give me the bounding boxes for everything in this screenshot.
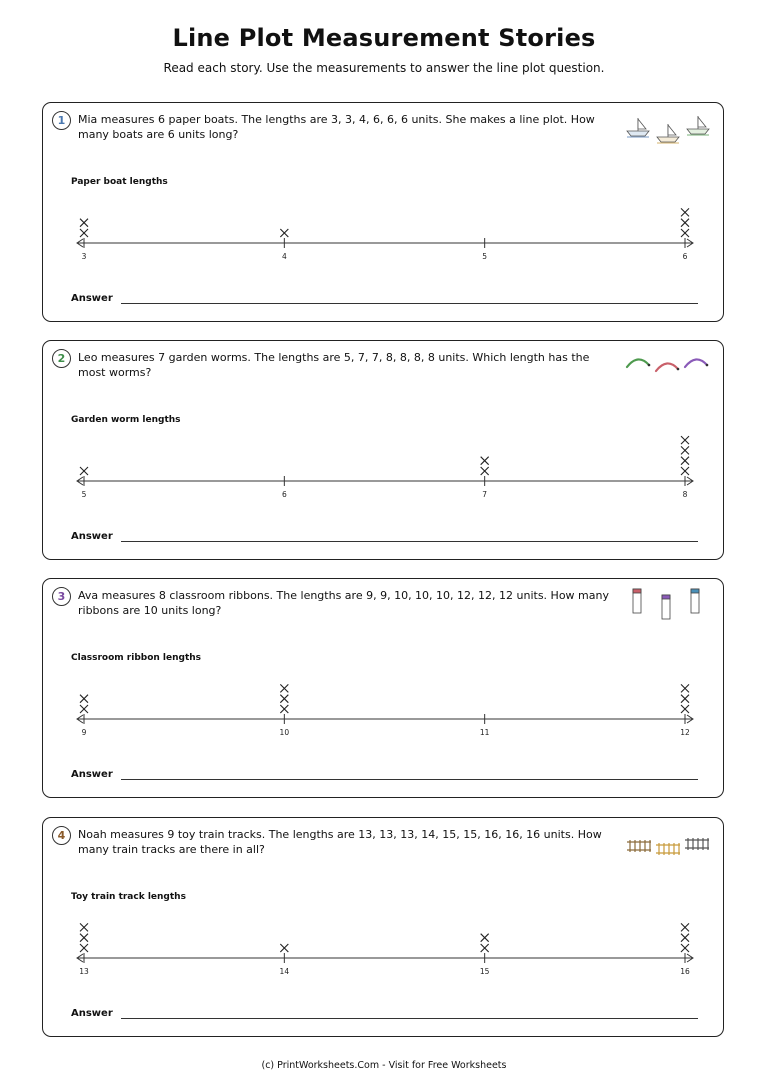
problem-number: 3	[52, 587, 71, 606]
tick-label: 7	[482, 490, 488, 499]
x-mark	[280, 695, 288, 703]
problem-story: Mia measures 6 paper boats. The lengths are 3, 3, 4, 6, 6, 6 units. She makes a line plot. How many boats are 6 units long?	[78, 113, 595, 141]
x-mark	[681, 705, 689, 713]
page-instructions: Read each story. Use the measurements to answer the line plot question.	[163, 61, 605, 75]
answer-label: Answer	[71, 293, 113, 304]
tick-label: 16	[680, 967, 690, 976]
x-mark	[80, 219, 88, 227]
x-mark	[80, 229, 88, 237]
x-mark	[80, 934, 88, 942]
page-title: Line Plot Measurement Stories	[172, 24, 596, 52]
tick-label: 15	[479, 967, 490, 976]
problem-card-1	[42, 102, 724, 322]
x-mark	[280, 229, 288, 237]
plot-title: Toy train track lengths	[71, 892, 186, 902]
line-plot	[43, 193, 725, 273]
x-mark	[681, 229, 689, 237]
tick-label: 4	[281, 252, 287, 261]
line-plot	[43, 908, 725, 988]
tick-label: 3	[81, 252, 87, 261]
x-mark	[280, 705, 288, 713]
x-mark	[681, 923, 689, 931]
tick-label: 10	[279, 728, 290, 737]
answer-label: Answer	[71, 531, 113, 542]
tick-label: 5	[81, 490, 87, 499]
x-mark	[681, 457, 689, 465]
problem-story: Noah measures 9 toy train tracks. The lengths are 13, 13, 13, 14, 15, 15, 16, 16, 16 units. How many train tracks are there in all?	[78, 828, 602, 856]
x-mark	[80, 944, 88, 952]
line-plot	[43, 431, 725, 511]
x-mark	[681, 219, 689, 227]
answer-line[interactable]	[121, 541, 698, 542]
answer-label: Answer	[71, 1008, 113, 1019]
tick-label: 11	[479, 728, 490, 737]
x-mark	[481, 467, 489, 475]
problem-card-3	[42, 578, 724, 798]
problem-card-2	[42, 340, 724, 560]
answer-label: Answer	[71, 769, 113, 780]
x-mark	[681, 208, 689, 216]
tick-label: 6	[281, 490, 287, 499]
x-mark	[681, 934, 689, 942]
x-mark	[681, 446, 689, 454]
x-mark	[681, 684, 689, 692]
answer-line[interactable]	[121, 1018, 698, 1019]
tick-label: 6	[682, 252, 688, 261]
train-track-icon	[623, 824, 718, 860]
problem-story: Ava measures 8 classroom ribbons. The lengths are 9, 9, 10, 10, 10, 12, 12, 12 units. How many ribbons are 10 units long?	[78, 589, 609, 617]
x-mark	[681, 695, 689, 703]
problem-number: 4	[52, 826, 71, 845]
tick-label: 8	[682, 490, 688, 499]
tick-label: 13	[79, 967, 89, 976]
paper-boat-icon	[623, 109, 718, 145]
x-mark	[681, 467, 689, 475]
ribbon-icon	[623, 585, 718, 621]
footer: (c) PrintWorksheets.Com - Visit for Free Worksheets	[261, 1060, 507, 1071]
tick-label: 9	[81, 728, 87, 737]
x-mark	[681, 944, 689, 952]
x-mark	[481, 944, 489, 952]
x-mark	[481, 934, 489, 942]
x-mark	[481, 457, 489, 465]
problem-story: Leo measures 7 garden worms. The lengths are 5, 7, 7, 8, 8, 8, 8 units. Which length has the most worms?	[78, 351, 590, 379]
line-plot	[43, 669, 725, 749]
problem-number: 2	[52, 349, 71, 368]
x-mark	[80, 695, 88, 703]
x-mark	[280, 684, 288, 692]
plot-title: Classroom ribbon lengths	[71, 653, 202, 663]
tick-label: 12	[680, 728, 690, 737]
x-mark	[681, 436, 689, 444]
plot-title: Garden worm lengths	[71, 415, 181, 425]
x-mark	[80, 467, 88, 475]
tick-label: 14	[279, 967, 290, 976]
problem-card-4	[42, 817, 724, 1037]
plot-title: Paper boat lengths	[71, 177, 168, 187]
x-mark	[80, 705, 88, 713]
x-mark	[280, 944, 288, 952]
garden-worm-icon	[623, 347, 718, 383]
x-mark	[80, 923, 88, 931]
answer-line[interactable]	[121, 779, 698, 780]
tick-label: 5	[482, 252, 488, 261]
problem-number: 1	[52, 111, 71, 130]
answer-line[interactable]	[121, 303, 698, 304]
